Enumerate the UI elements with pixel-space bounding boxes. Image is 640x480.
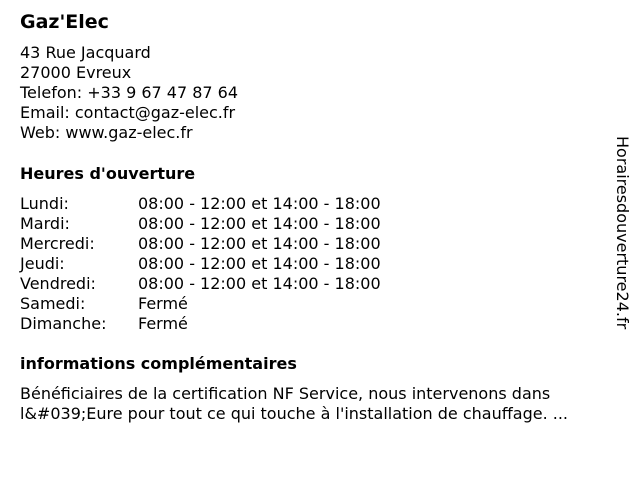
email-line: Email: contact@gaz-elec.fr <box>20 103 236 122</box>
hours-day: Dimanche: <box>20 314 107 333</box>
hours-time: 08:00 - 12:00 et 14:00 - 18:00 <box>138 214 381 233</box>
hours-row <box>20 194 381 214</box>
hours-day: Jeudi: <box>20 254 65 273</box>
opening-hours-heading: Heures d'ouverture <box>20 164 196 183</box>
additional-info-text: Bénéficiaires de la certification NF Service, nous intervenons dans l&#039;Eure pour tout ce qui touche à l'installation de chauffage. ... <box>20 384 568 423</box>
business-name: Gaz'Elec <box>20 11 109 33</box>
hours-time: 08:00 - 12:00 et 14:00 - 18:00 <box>138 234 381 253</box>
additional-info-heading: informations complémentaires <box>20 354 297 373</box>
hours-time: 08:00 - 12:00 et 14:00 - 18:00 <box>138 254 381 273</box>
hours-day: Lundi: <box>20 194 69 213</box>
address-street: 43 Rue Jacquard <box>20 43 151 62</box>
hours-day: Mardi: <box>20 214 70 233</box>
hours-time: Fermé <box>138 294 188 313</box>
phone-line: Telefon: +33 9 67 47 87 64 <box>20 83 239 102</box>
hours-day: Vendredi: <box>20 274 96 293</box>
contact-block <box>20 43 238 143</box>
web-line: Web: www.gaz-elec.fr <box>20 123 193 142</box>
hours-day: Mercredi: <box>20 234 95 253</box>
brand-watermark: Horairesdouverture24.fr <box>613 136 632 330</box>
hours-row <box>20 294 381 314</box>
hours-row <box>20 314 381 334</box>
hours-row <box>20 234 381 254</box>
opening-hours-table <box>20 194 381 334</box>
hours-time: Fermé <box>138 314 188 333</box>
hours-row <box>20 214 381 234</box>
hours-time: 08:00 - 12:00 et 14:00 - 18:00 <box>138 274 381 293</box>
hours-day: Samedi: <box>20 294 86 313</box>
hours-row <box>20 274 381 294</box>
address-city: 27000 Evreux <box>20 63 132 82</box>
hours-row <box>20 254 381 274</box>
hours-time: 08:00 - 12:00 et 14:00 - 18:00 <box>138 194 381 213</box>
